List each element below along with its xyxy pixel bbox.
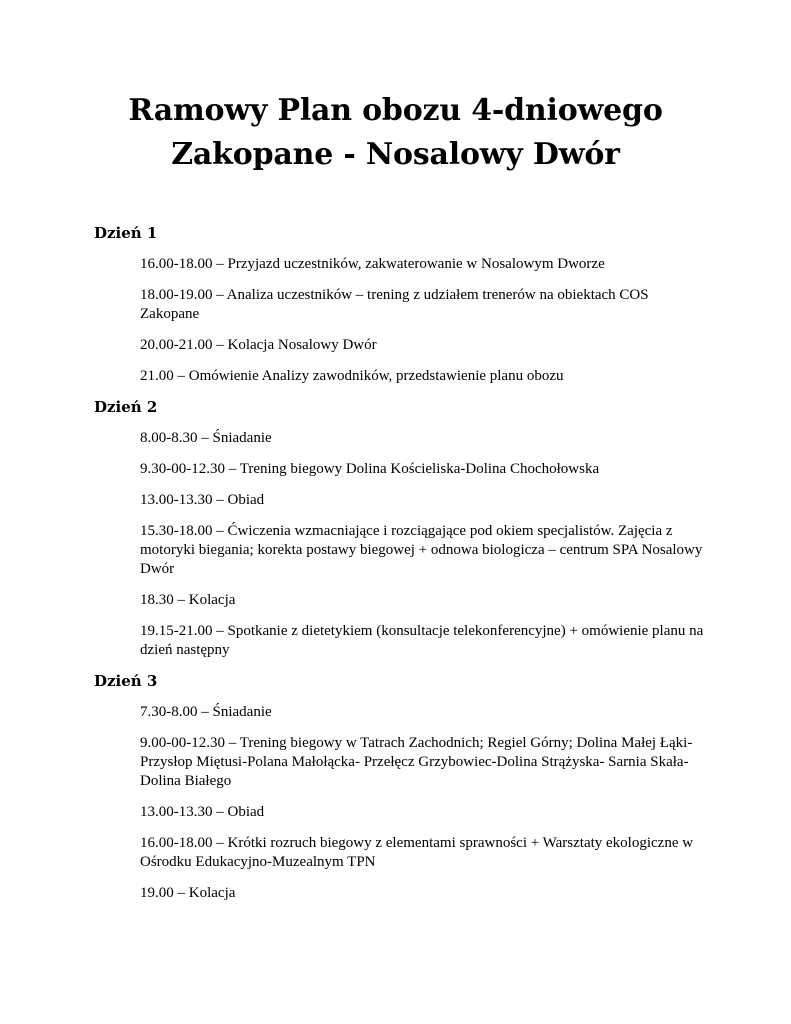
schedule [94,224,714,915]
day-3-section [94,672,714,903]
schedule-entry: 7.30-8.00 – Śniadanie [140,704,272,720]
schedule-entry: 16.00-18.00 – Krótki rozruch biegowy z elementami sprawności + Warsztaty ekologiczne w Ośrodku Edukacyjno-Muzealnym TPN [140,835,694,870]
day-1-heading: Dzień 1 [94,224,158,242]
schedule-entry: 18.30 – Kolacja [140,592,236,608]
schedule-entry: 19.00 – Kolacja [140,885,236,901]
day-2-heading: Dzień 2 [94,398,158,416]
schedule-entry: 19.15-21.00 – Spotkanie z dietetykiem (konsultacje telekonferencyjne) + omówienie planu na dzień następny [140,623,704,658]
schedule-entry: 21.00 – Omówienie Analizy zawodników, przedstawienie planu obozu [140,368,564,384]
schedule-entry: 9.00-00-12.30 – Trening biegowy w Tatrach Zachodnich; Regiel Górny; Dolina Małej Łąki-Przysłop Miętusi-Polana Małołącka- Przełęcz Grzybowiec-Dolina Strążyska- Sarnia Skała-Dolina Białego [140,735,693,789]
schedule-entry: 15.30-18.00 – Ćwiczenia wzmacniające i rozciągające pod okiem specjalistów. Zajęcia z motoryki biegania; korekta postawy biegowej + odnowa biologicza – centrum SPA Nosalowy Dwór [140,523,703,577]
schedule-entry: 9.30-00-12.30 – Trening biegowy Dolina Kościeliska-Dolina Chochołowska [140,461,600,477]
page-title [0,89,791,177]
title-line-2: Zakopane - Nosalowy Dwór [171,137,620,172]
schedule-entry: 13.00-13.30 – Obiad [140,804,265,820]
day-1-section [94,224,714,386]
schedule-entry: 18.00-19.00 – Analiza uczestników – trening z udziałem trenerów na obiektach COS Zakopane [140,287,649,322]
day-3-heading: Dzień 3 [94,672,158,690]
day-2-section [94,398,714,660]
schedule-entry: 20.00-21.00 – Kolacja Nosalowy Dwór [140,337,377,353]
schedule-entry: 16.00-18.00 – Przyjazd uczestników, zakwaterowanie w Nosalowym Dworze [140,256,605,272]
schedule-entry: 8.00-8.30 – Śniadanie [140,430,272,446]
schedule-entry: 13.00-13.30 – Obiad [140,492,265,508]
title-line-1: Ramowy Plan obozu 4-dniowego [128,93,663,128]
